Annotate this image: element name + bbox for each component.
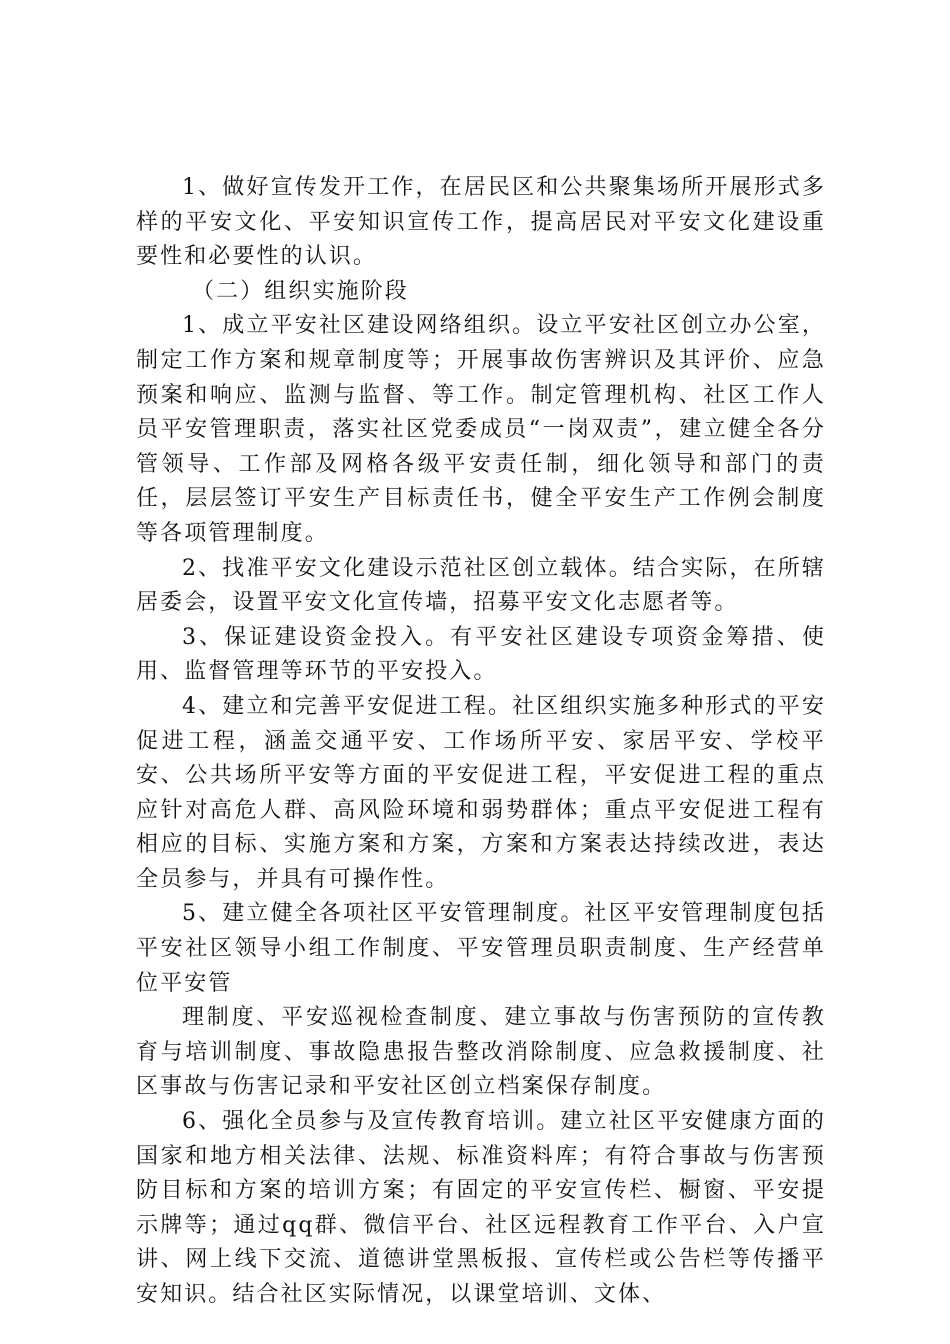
paragraph-education-training: 6、强化全员参与及宣传教育培训。建立社区平安健康方面的国家和地方相关法律、法规、标准资料库；有符合事故与伤害预防目标和方案的培训方案；有固定的平安宣传栏、橱窗、平安提示牌等；通过qq群、微信平台、社区远程教育工作平台、入户宣讲、网上线下交流、道德讲堂黑板报、宣传栏或公告栏等传播平安知识。结合社区实际情况，以课堂培训、文体、 xyxy=(136,1109,826,1307)
paragraph-publicity: 1、做好宣传发开工作，在居民区和公共聚集场所开展形式多样的平安文化、平安知识宣传工作，提高居民对平安文化建设重要性和必要性的认识。 xyxy=(136,175,826,270)
paragraph-management-systems: 5、建立健全各项社区平安管理制度。社区平安管理制度包括平安社区领导小组工作制度、平安管理员职责制度、生产经营单位平安管 xyxy=(136,901,826,996)
paragraph-funding: 3、保证建设资金投入。有平安社区建设专项资金筹措、使用、监督管理等环节的平安投入。 xyxy=(136,624,826,685)
paragraph-network-organization: 1、成立平安社区建设网络组织。设立平安社区创立办公室，制定工作方案和规章制度等；开展事故伤害辨识及其评价、应急预案和响应、监测与监督、等工作。制定管理机构、社区工作人员平安管理职责，落实社区党委成员“一岗双责”，建立健全各分管领导、工作部及网格各级平安责任制，细化领导和部门的责任，层层签订平安生产目标责任书，健全平安生产工作例会制度等各项管理制度。 xyxy=(136,313,826,546)
section-heading-implementation: （二）组织实施阶段 xyxy=(192,278,409,304)
paragraph-demonstration-carrier: 2、找准平安文化建设示范社区创立载体。结合实际，在所辖居委会，设置平安文化宣传墙，招募平安文化志愿者等。 xyxy=(136,555,826,616)
paragraph-promotion-projects: 4、建立和完善平安促进工程。社区组织实施多种形式的平安促进工程，涵盖交通平安、工作场所平安、家居平安、学校平安、公共场所平安等方面的平安促进工程，平安促进工程的重点应针对高危人群、高风险环境和弱势群体；重点平安促进工程有相应的目标、实施方案和方案，方案和方案表达持续改进，表达全员参与，并具有可操作性。 xyxy=(136,693,826,892)
document-body xyxy=(136,171,826,1313)
paragraph-management-systems-continued: 理制度、平安巡视检查制度、建立事故与伤害预防的宣传教育与培训制度、事故隐患报告整改消除制度、应急救援制度、社区事故与伤害记录和平安社区创立档案保存制度。 xyxy=(136,1005,826,1100)
